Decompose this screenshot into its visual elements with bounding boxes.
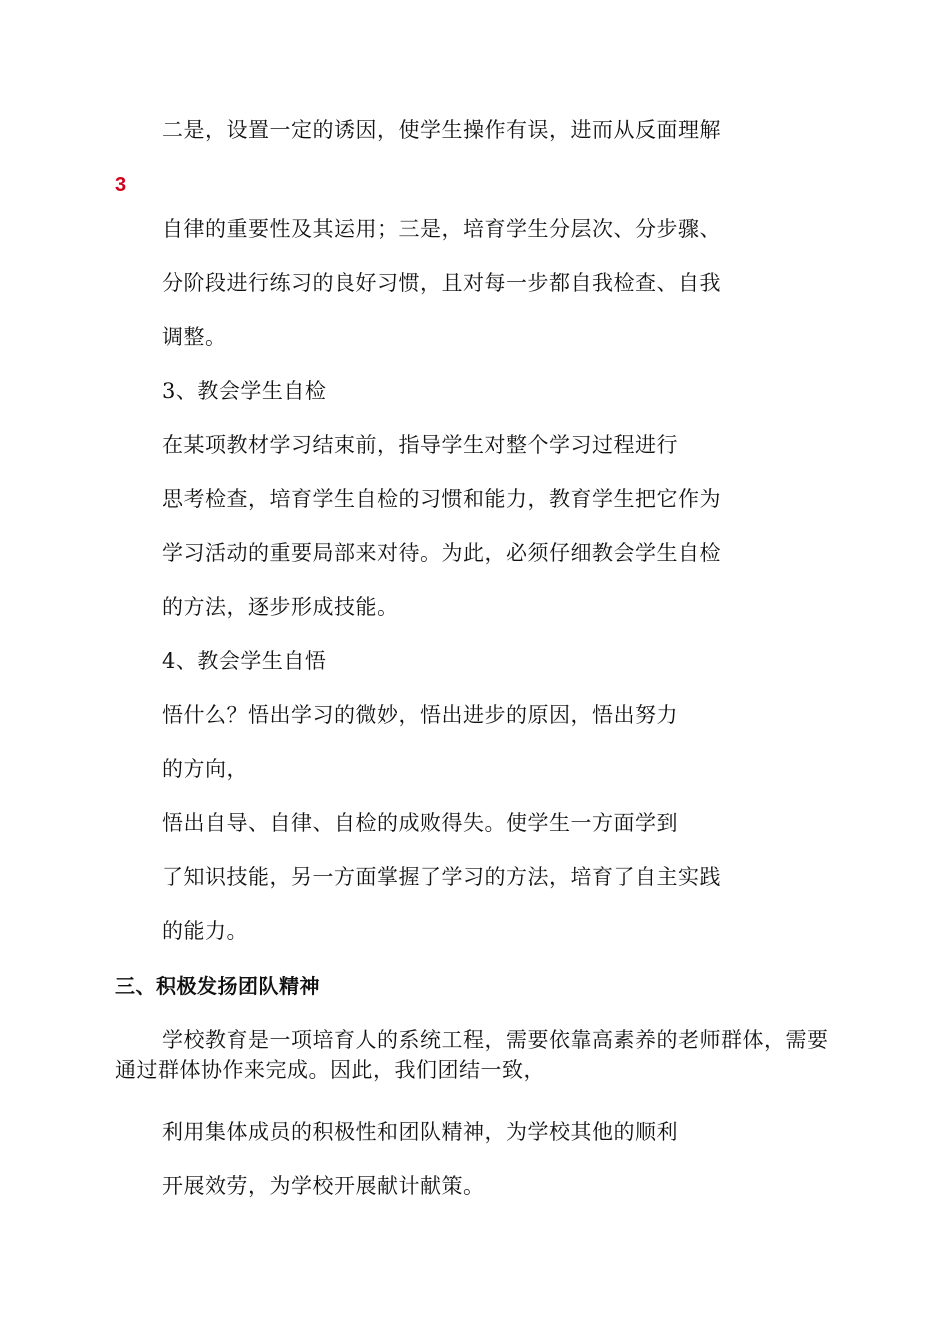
- subheading-line: 3、教会学生自检: [162, 379, 327, 403]
- text-line: 二是，设置一定的诱因，使学生操作有误，进而从反面理解: [162, 118, 721, 142]
- text-line: 利用集体成员的积极性和团队精神，为学校其他的顺利: [162, 1120, 678, 1144]
- subheading-line: 4、教会学生自悟: [162, 649, 327, 673]
- text-line: 学习活动的重要局部来对待。为此，必须仔细教会学生自检: [162, 541, 721, 565]
- text-line: 悟出自导、自律、自检的成败得失。使学生一方面学到: [162, 811, 678, 835]
- text-line: 在某项教材学习结束前，指导学生对整个学习过程进行: [162, 433, 678, 457]
- section-heading: 三、积极发扬团队精神: [115, 974, 320, 998]
- text-line: 的能力。: [162, 919, 248, 943]
- text-line: 调整。: [162, 325, 227, 349]
- text-line: 分阶段进行练习的良好习惯，且对每一步都自我检查、自我: [162, 271, 721, 295]
- text-line: 自律的重要性及其运用；三是，培育学生分层次、分步骤、: [162, 217, 721, 241]
- text-line: 思考检查，培育学生自检的习惯和能力，教育学生把它作为: [162, 487, 721, 511]
- page-number-marker: 3: [115, 174, 127, 196]
- text-line: 的方向，: [162, 757, 248, 781]
- text-line: 了知识技能，另一方面掌握了学习的方法，培育了自主实践: [162, 865, 721, 889]
- text-line: 悟什么？悟出学习的微妙，悟出进步的原因，悟出努力: [162, 703, 678, 727]
- text-line: 的方法，逐步形成技能。: [162, 595, 399, 619]
- text-line: 开展效劳，为学校开展献计献策。: [162, 1174, 485, 1198]
- section-paragraph: 学校教育是一项培育人的系统工程，需要依靠高素养的老师群体，需要通过群体协作来完成。因此，我们团结一致，: [115, 1028, 829, 1082]
